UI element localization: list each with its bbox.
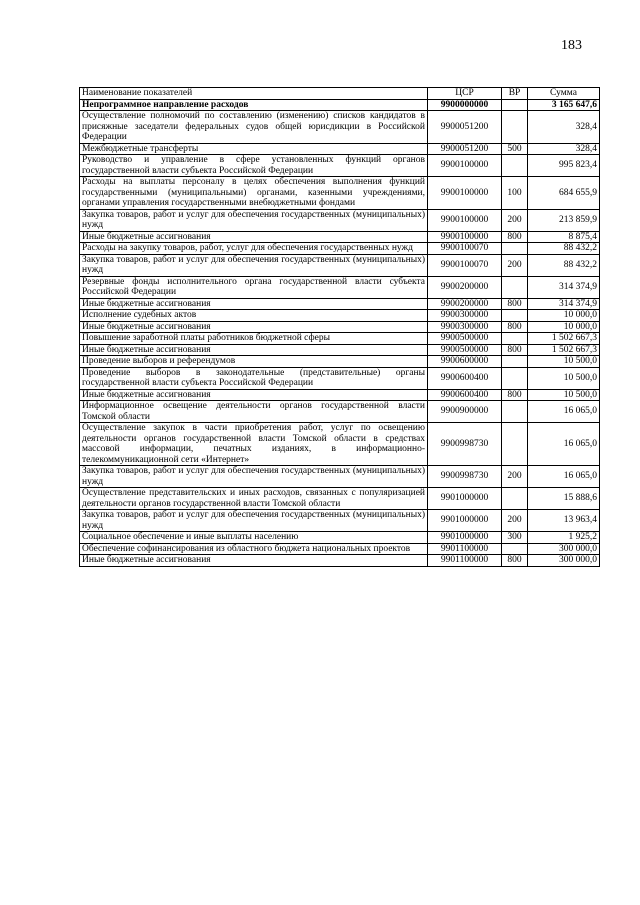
budget-table <box>79 87 600 567</box>
row-csr-cell: 9900600000 <box>428 356 502 368</box>
row-csr-cell: 9901000000 <box>428 488 502 510</box>
row-name-cell: Закупка товаров, работ и услуг для обеспечения государственных (муниципальных) нужд <box>80 254 428 276</box>
table-row <box>80 356 600 368</box>
row-sum-cell: 15 888,6 <box>528 488 600 510</box>
row-name-cell: Осуществление закупок в части приобретения работ, услуг по освещению деятельности органов государственной власти Томской области в средствах массовой информации, печатных изданиях, в информационно-телекоммуникационной сети «Интернет» <box>80 423 428 466</box>
row-vr-cell: 100 <box>502 177 528 210</box>
table-row <box>80 344 600 356</box>
row-name-cell: Обеспечение софинансирования из областного бюджета национальных проектов <box>80 543 428 555</box>
row-name-cell: Руководство и управление в сфере установленных функций органов государственной власти субъекта Российской Федерации <box>80 155 428 177</box>
row-vr-cell: 200 <box>502 510 528 532</box>
row-sum-cell: 1 502 667,3 <box>528 333 600 345</box>
table-row <box>80 401 600 423</box>
header-csr: ЦСР <box>428 88 502 100</box>
row-name-cell: Иные бюджетные ассигнования <box>80 344 428 356</box>
table-row <box>80 209 600 231</box>
row-name-cell: Расходы на выплаты персоналу в целях обеспечения выполнения функций государственными (муниципальными) органами, казенными учреждениями, органами управления государственными внебюджетными фондами <box>80 177 428 210</box>
row-name-cell: Проведение выборов и референдумов <box>80 356 428 368</box>
row-name-cell: Закупка товаров, работ и услуг для обеспечения государственных (муниципальных) нужд <box>80 209 428 231</box>
row-csr-cell: 9900100000 <box>428 209 502 231</box>
row-csr-cell: 9900100070 <box>428 243 502 255</box>
row-vr-cell <box>502 310 528 322</box>
row-vr-cell <box>502 543 528 555</box>
row-name-cell: Закупка товаров, работ и услуг для обеспечения государственных (муниципальных) нужд <box>80 510 428 532</box>
row-name-cell: Иные бюджетные ассигнования <box>80 321 428 333</box>
row-sum-cell: 314 374,9 <box>528 276 600 298</box>
row-name-cell: Непрограммное направление расходов <box>80 99 428 111</box>
row-csr-cell: 9900100000 <box>428 155 502 177</box>
row-csr-cell: 9900051200 <box>428 143 502 155</box>
row-name-cell: Осуществление полномочий по составлению (изменению) списков кандидатов в присяжные заседатели федеральных судов общей юрисдикции в Российской Федерации <box>80 111 428 144</box>
row-sum-cell: 16 065,0 <box>528 401 600 423</box>
table-row <box>80 143 600 155</box>
row-sum-cell: 16 065,0 <box>528 423 600 466</box>
table-row <box>80 543 600 555</box>
table-row <box>80 321 600 333</box>
table-row <box>80 423 600 466</box>
row-csr-cell: 9900100000 <box>428 231 502 243</box>
row-vr-cell: 800 <box>502 344 528 356</box>
row-vr-cell <box>502 155 528 177</box>
table-row <box>80 532 600 544</box>
row-csr-cell: 9900200000 <box>428 298 502 310</box>
row-sum-cell: 314 374,9 <box>528 298 600 310</box>
row-csr-cell: 9900500000 <box>428 333 502 345</box>
row-csr-cell: 9900051200 <box>428 111 502 144</box>
row-name-cell: Закупка товаров, работ и услуг для обеспечения государственных (муниципальных) нужд <box>80 466 428 488</box>
row-vr-cell: 500 <box>502 143 528 155</box>
table-row <box>80 111 600 144</box>
row-vr-cell <box>502 276 528 298</box>
row-vr-cell: 800 <box>502 321 528 333</box>
row-vr-cell <box>502 367 528 389</box>
row-sum-cell: 10 500,0 <box>528 356 600 368</box>
row-sum-cell: 10 500,0 <box>528 367 600 389</box>
row-sum-cell: 8 875,4 <box>528 231 600 243</box>
row-csr-cell: 9900998730 <box>428 423 502 466</box>
row-sum-cell: 1 502 667,3 <box>528 344 600 356</box>
row-sum-cell: 328,4 <box>528 143 600 155</box>
row-name-cell: Иные бюджетные ассигнования <box>80 298 428 310</box>
row-name-cell: Резервные фонды исполнительного органа государственной власти субъекта Российской Федерации <box>80 276 428 298</box>
row-name-cell: Исполнение судебных актов <box>80 310 428 322</box>
row-name-cell: Информационное освещение деятельности органов государственной власти Томской области <box>80 401 428 423</box>
table-row <box>80 555 600 567</box>
table-row <box>80 367 600 389</box>
row-name-cell: Иные бюджетные ассигнования <box>80 231 428 243</box>
row-name-cell: Повышение заработной платы работников бюджетной сферы <box>80 333 428 345</box>
row-vr-cell: 200 <box>502 209 528 231</box>
table-row <box>80 231 600 243</box>
table-header-row <box>80 88 600 100</box>
row-csr-cell: 9901000000 <box>428 510 502 532</box>
row-csr-cell: 9900100070 <box>428 254 502 276</box>
row-vr-cell <box>502 333 528 345</box>
page-number: 183 <box>561 38 582 53</box>
header-name: Наименование показателей <box>80 88 428 100</box>
row-sum-cell: 1 925,2 <box>528 532 600 544</box>
row-vr-cell: 800 <box>502 389 528 401</box>
table-row <box>80 155 600 177</box>
row-vr-cell <box>502 99 528 111</box>
row-name-cell: Межбюджетные трансферты <box>80 143 428 155</box>
row-vr-cell: 800 <box>502 555 528 567</box>
row-csr-cell: 9900900000 <box>428 401 502 423</box>
row-sum-cell: 16 065,0 <box>528 466 600 488</box>
row-csr-cell: 9900600400 <box>428 367 502 389</box>
row-name-cell: Расходы на закупку товаров, работ, услуг для обеспечения государственных нужд <box>80 243 428 255</box>
row-sum-cell: 995 823,4 <box>528 155 600 177</box>
row-name-cell: Осуществление представительских и иных расходов, связанных с популяризацией деятельности органов государственной власти Томской области <box>80 488 428 510</box>
row-csr-cell: 9900500000 <box>428 344 502 356</box>
row-vr-cell: 200 <box>502 254 528 276</box>
row-sum-cell: 10 000,0 <box>528 321 600 333</box>
row-sum-cell: 10 500,0 <box>528 389 600 401</box>
table-row <box>80 99 600 111</box>
row-vr-cell <box>502 243 528 255</box>
row-vr-cell <box>502 111 528 144</box>
row-vr-cell: 200 <box>502 466 528 488</box>
row-vr-cell: 300 <box>502 532 528 544</box>
row-vr-cell <box>502 423 528 466</box>
row-csr-cell: 9901100000 <box>428 543 502 555</box>
table-row <box>80 310 600 322</box>
row-csr-cell: 9900300000 <box>428 310 502 322</box>
row-sum-cell: 3 165 647,6 <box>528 99 600 111</box>
table-row <box>80 298 600 310</box>
row-sum-cell: 88 432,2 <box>528 243 600 255</box>
row-csr-cell: 9900000000 <box>428 99 502 111</box>
row-csr-cell: 9900600400 <box>428 389 502 401</box>
row-name-cell: Социальное обеспечение и иные выплаты населению <box>80 532 428 544</box>
row-vr-cell: 800 <box>502 231 528 243</box>
row-sum-cell: 10 000,0 <box>528 310 600 322</box>
row-csr-cell: 9900100000 <box>428 177 502 210</box>
row-csr-cell: 9901000000 <box>428 532 502 544</box>
row-sum-cell: 684 655,9 <box>528 177 600 210</box>
row-sum-cell: 13 963,4 <box>528 510 600 532</box>
row-sum-cell: 88 432,2 <box>528 254 600 276</box>
row-csr-cell: 9900998730 <box>428 466 502 488</box>
row-sum-cell: 300 000,0 <box>528 555 600 567</box>
row-sum-cell: 300 000,0 <box>528 543 600 555</box>
table-row <box>80 488 600 510</box>
table-row <box>80 510 600 532</box>
table-row <box>80 466 600 488</box>
table-body <box>80 99 600 566</box>
row-csr-cell: 9900300000 <box>428 321 502 333</box>
row-csr-cell: 9901100000 <box>428 555 502 567</box>
header-vr: ВР <box>502 88 528 100</box>
table-row <box>80 177 600 210</box>
row-name-cell: Иные бюджетные ассигнования <box>80 555 428 567</box>
row-csr-cell: 9900200000 <box>428 276 502 298</box>
table-row <box>80 333 600 345</box>
row-name-cell: Иные бюджетные ассигнования <box>80 389 428 401</box>
header-sum: Сумма <box>528 88 600 100</box>
row-sum-cell: 213 859,9 <box>528 209 600 231</box>
table-row <box>80 243 600 255</box>
table-row <box>80 254 600 276</box>
row-vr-cell: 800 <box>502 298 528 310</box>
row-vr-cell <box>502 356 528 368</box>
row-vr-cell <box>502 401 528 423</box>
table-row <box>80 276 600 298</box>
row-sum-cell: 328,4 <box>528 111 600 144</box>
row-vr-cell <box>502 488 528 510</box>
row-name-cell: Проведение выборов в законодательные (представительные) органы государственной власти субъекта Российской Федерации <box>80 367 428 389</box>
table-row <box>80 389 600 401</box>
